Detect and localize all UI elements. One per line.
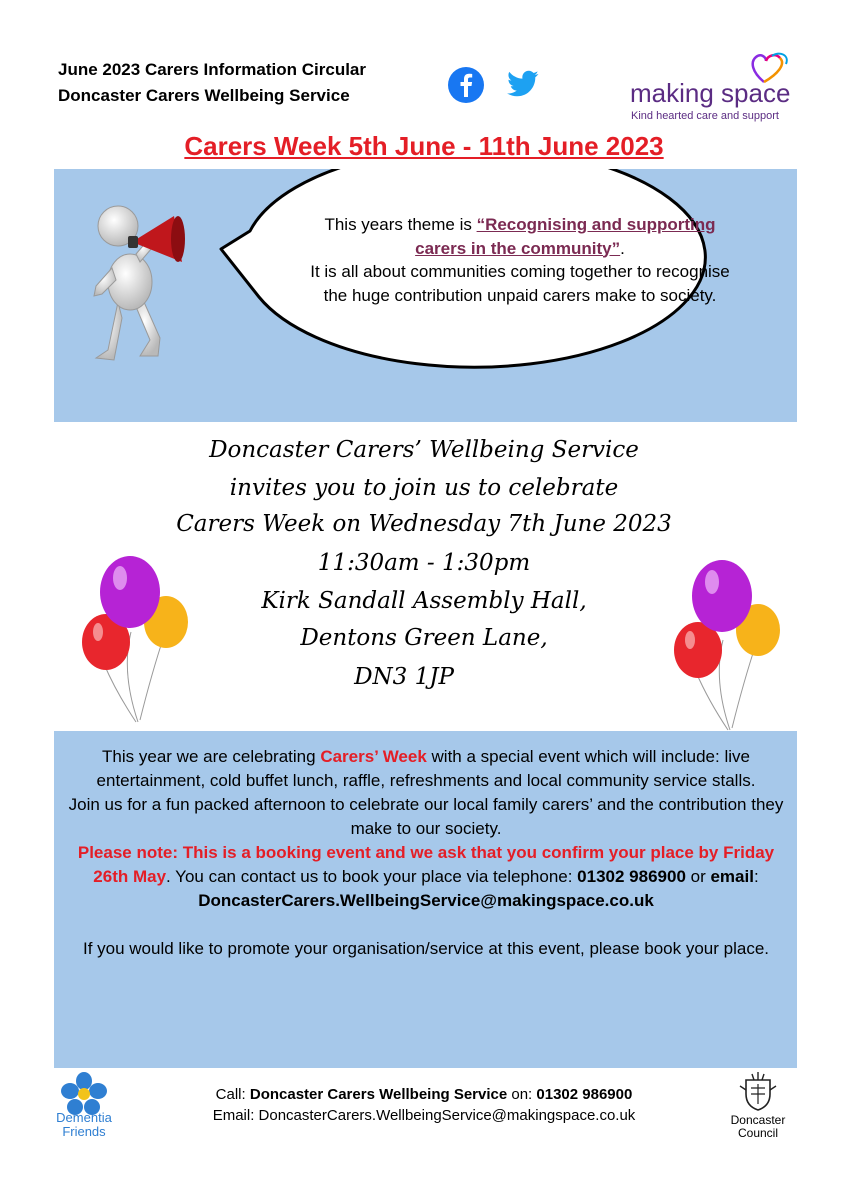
booking-email-label: email bbox=[710, 867, 754, 886]
booking-phone: 01302 986900 bbox=[577, 867, 686, 886]
footer-call-name: Doncaster Carers Wellbeing Service bbox=[249, 1086, 508, 1103]
twitter-icon[interactable] bbox=[507, 70, 539, 98]
event-details bbox=[66, 745, 786, 961]
details-invitation: Join us for a fun packed afternoon to celebrate our local family carers’ and the contribution they make to our society. bbox=[68, 795, 784, 838]
invite-line-3: Carers Week on Wednesday 7th June 2023 bbox=[176, 511, 672, 537]
footer-call-label: Call: bbox=[215, 1086, 250, 1103]
invite-time: 11:30am - 1:30pm bbox=[317, 550, 531, 576]
theme-name: “Recognising and supporting carers in the community” bbox=[415, 215, 716, 258]
booking-or: or bbox=[685, 867, 711, 886]
booking-contact: . You can contact us to book your place via telephone: bbox=[166, 867, 578, 886]
invite-line-1: Doncaster Carers’ Wellbeing Service bbox=[209, 437, 639, 463]
invite-street: Dentons Green Lane, bbox=[300, 625, 548, 651]
balloons-left-icon bbox=[76, 552, 196, 724]
invite-line-2: invites you to join us to celebrate bbox=[229, 475, 619, 501]
footer-phone[interactable]: 01302 986900 bbox=[536, 1086, 633, 1103]
doncaster-council-logo: Doncaster Council bbox=[730, 1113, 786, 1140]
footer-email[interactable]: Email: DoncasterCarers.WellbeingService@makingspace.co.uk bbox=[212, 1107, 636, 1124]
invite-postcode: DN3 1JP bbox=[354, 664, 454, 690]
theme-text bbox=[310, 213, 730, 307]
promote-note: If you would like to promote your organisation/service at this event, please book your place. bbox=[82, 939, 770, 958]
carers-week-highlight: Carers’ Week bbox=[320, 747, 427, 766]
booking-note: Please note: This is a booking event and we ask that you confirm your place by Friday 26th May bbox=[77, 843, 775, 886]
booking-email-link[interactable]: DoncasterCarers.WellbeingService@makingspace.co.uk bbox=[198, 891, 654, 910]
service-name: Doncaster Carers Wellbeing Service bbox=[58, 86, 350, 105]
invite-venue: Kirk Sandall Assembly Hall, bbox=[261, 588, 587, 614]
theme-intro: This years theme is bbox=[324, 215, 477, 234]
details-activities: with a special event which will include: live entertainment, cold buffet lunch, raffle, refreshments and local community service stalls. bbox=[96, 747, 756, 790]
facebook-icon[interactable] bbox=[447, 66, 485, 104]
balloons-right-icon bbox=[668, 560, 788, 732]
logo-tagline: Kind hearted care and support bbox=[631, 110, 779, 122]
circular-title: June 2023 Carers Information Circular bbox=[58, 60, 367, 79]
theme-period: . bbox=[620, 238, 625, 258]
details-intro: This year we are celebrating bbox=[102, 747, 321, 766]
dementia-friends-logo: Dementia Friends bbox=[56, 1110, 112, 1139]
page-title: Carers Week 5th June - 11th June 2023 bbox=[184, 131, 664, 161]
booking-colon: : bbox=[753, 867, 759, 886]
footer-call-on: on: bbox=[507, 1086, 537, 1103]
making-space-logo: making space bbox=[630, 78, 791, 108]
theme-description: It is all about communities coming together to recognise the huge contribution unpaid carers make to society. bbox=[310, 262, 730, 305]
footer-call bbox=[0, 1086, 848, 1103]
council-crest-icon bbox=[738, 1072, 778, 1112]
